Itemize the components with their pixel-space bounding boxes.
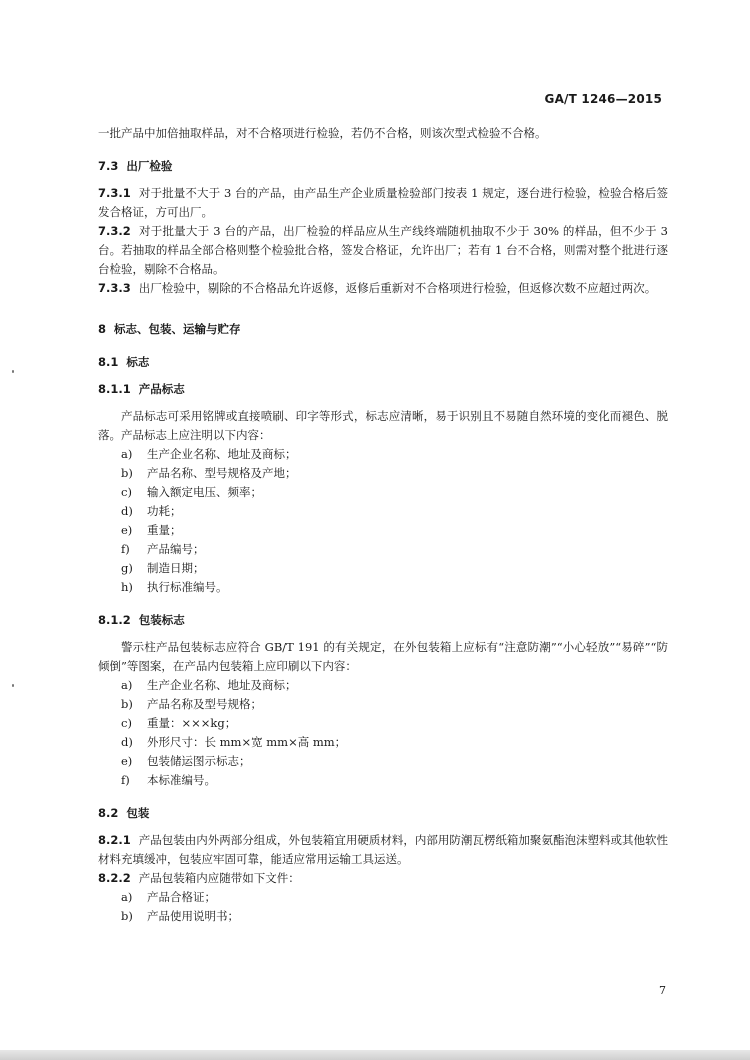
- list-marker: b): [121, 909, 133, 923]
- list-marker: h): [121, 580, 133, 594]
- list-marker: f): [121, 542, 130, 556]
- list-text: 执行标准编号。: [147, 580, 228, 594]
- section-title: 包装: [126, 806, 150, 820]
- clause-8-2-1: [98, 831, 668, 869]
- list-text: 外形尺寸：长 mm×宽 mm×高 mm；: [147, 735, 347, 749]
- list-item: [121, 752, 668, 771]
- clause-number: 8.2.1: [98, 833, 131, 847]
- chapter-number: 8: [98, 322, 107, 336]
- list-marker: c): [121, 716, 132, 730]
- section-title: 出厂检验: [126, 159, 173, 173]
- list-text: 生产企业名称、地址及商标；: [147, 678, 297, 692]
- clause-number: 8.2.2: [98, 871, 131, 885]
- list-item: [121, 888, 668, 907]
- list-text: 重量：×××kg；: [147, 716, 237, 730]
- chapter-title: 标志、包装、运输与贮存: [114, 322, 241, 336]
- section-heading-7-3: [98, 157, 668, 176]
- scan-speck: [12, 370, 14, 373]
- list-marker: a): [121, 678, 133, 692]
- list-product-marking: [98, 445, 668, 597]
- subsection-heading-8-1-1: [98, 380, 668, 399]
- section-title: 标志: [126, 355, 150, 369]
- list-text: 制造日期；: [147, 561, 205, 575]
- list-text: 本标准编号。: [147, 773, 216, 787]
- list-item: [121, 578, 668, 597]
- list-item: [121, 771, 668, 790]
- list-item: [121, 540, 668, 559]
- clause-text: 对于批量大于 3 台的产品，出厂检验的样品应从生产线终端随机抽取不少于 30% 的样品，但不少于 3 台。若抽取的样品全部合格则整个检验批合格，签发合格证，允许出厂；若有 1 台不合格，则需对整个批进行逐台检验，剔除不合格品。: [98, 224, 668, 276]
- list-item: [121, 907, 668, 926]
- list-text: 重量；: [147, 523, 182, 537]
- list-item: [121, 464, 668, 483]
- list-marker: d): [121, 735, 133, 749]
- list-marker: d): [121, 504, 133, 518]
- paragraph-package-marking: 警示柱产品包装标志应符合 GB/T 191 的有关规定，在外包装箱上应标有“注意防潮”“小心轻放”“易碎”“防倾倒”等图案，在产品内包装箱上应印刷以下内容：: [98, 640, 668, 673]
- clause-7-3-3: [98, 279, 668, 298]
- section-number: 8.1: [98, 355, 119, 369]
- list-marker: e): [121, 523, 133, 537]
- list-text: 产品编号；: [147, 542, 205, 556]
- chapter-heading-8: [98, 320, 668, 339]
- list-item: [121, 676, 668, 695]
- clause-7-3-2: [98, 222, 668, 279]
- subsection-title: 产品标志: [138, 382, 185, 396]
- list-text: 输入额定电压、频率；: [147, 485, 262, 499]
- list-item: [121, 483, 668, 502]
- list-item: [121, 445, 668, 464]
- list-item: [121, 521, 668, 540]
- paragraph-continued: 一批产品中加倍抽取样品，对不合格项进行检验，若仍不合格，则该次型式检验不合格。: [98, 126, 547, 140]
- list-marker: e): [121, 754, 133, 768]
- list-text: 包装储运图示标志；: [147, 754, 251, 768]
- list-marker: f): [121, 773, 130, 787]
- subsection-number: 8.1.2: [98, 613, 131, 627]
- list-text: 产品名称及型号规格；: [147, 697, 262, 711]
- clause-text: 产品包装箱内应随带如下文件：: [138, 871, 300, 885]
- list-marker: a): [121, 890, 133, 904]
- list-marker: c): [121, 485, 132, 499]
- list-item: [121, 733, 668, 752]
- list-text: 产品使用说明书；: [147, 909, 239, 923]
- standard-code: GA/T 1246—2015: [544, 92, 662, 106]
- clause-number: 7.3.2: [98, 224, 131, 238]
- subsection-title: 包装标志: [138, 613, 185, 627]
- list-text: 产品名称、型号规格及产地；: [147, 466, 297, 480]
- clause-text: 对于批量不大于 3 台的产品，由产品生产企业质量检验部门按表 1 规定，逐台进行检验，检验合格后签发合格证，方可出厂。: [98, 186, 668, 219]
- section-heading-8-2: [98, 804, 668, 823]
- list-marker: a): [121, 447, 133, 461]
- paragraph-product-marking: 产品标志可采用铭牌或直接喷刷、印字等形式，标志应清晰，易于识别且不易随自然环境的变化而褪色、脱落。产品标志上应注明以下内容：: [98, 409, 668, 442]
- list-item: [121, 502, 668, 521]
- list-package-marking: [98, 676, 668, 790]
- clause-number: 7.3.1: [98, 186, 131, 200]
- list-text: 功耗；: [147, 504, 182, 518]
- document-body: [98, 124, 668, 926]
- subsection-number: 8.1.1: [98, 382, 131, 396]
- subsection-heading-8-1-2: [98, 611, 668, 630]
- list-text: 产品合格证；: [147, 890, 216, 904]
- clause-number: 7.3.3: [98, 281, 131, 295]
- list-marker: g): [121, 561, 133, 575]
- clause-8-2-2: [98, 869, 668, 888]
- clause-7-3-1: [98, 184, 668, 222]
- clause-text: 出厂检验中，剔除的不合格品允许返修，返修后重新对不合格项进行检验，但返修次数不应超过两次。: [138, 281, 657, 295]
- list-text: 生产企业名称、地址及商标；: [147, 447, 297, 461]
- list-marker: b): [121, 466, 133, 480]
- section-number: 8.2: [98, 806, 119, 820]
- scan-edge: [0, 1050, 750, 1060]
- list-marker: b): [121, 697, 133, 711]
- section-heading-8-1: [98, 353, 668, 372]
- section-number: 7.3: [98, 159, 119, 173]
- list-item: [121, 695, 668, 714]
- page-number: 7: [659, 984, 666, 997]
- scan-speck: [12, 684, 14, 687]
- list-item: [121, 559, 668, 578]
- clause-text: 产品包装由内外两部分组成，外包装箱宜用硬质材料，内部用防潮瓦楞纸箱加聚氨酯泡沫塑料或其他软性材料充填缓冲，包装应牢固可靠，能适应常用运输工具运送。: [98, 833, 668, 866]
- list-package-documents: [98, 888, 668, 926]
- list-item: [121, 714, 668, 733]
